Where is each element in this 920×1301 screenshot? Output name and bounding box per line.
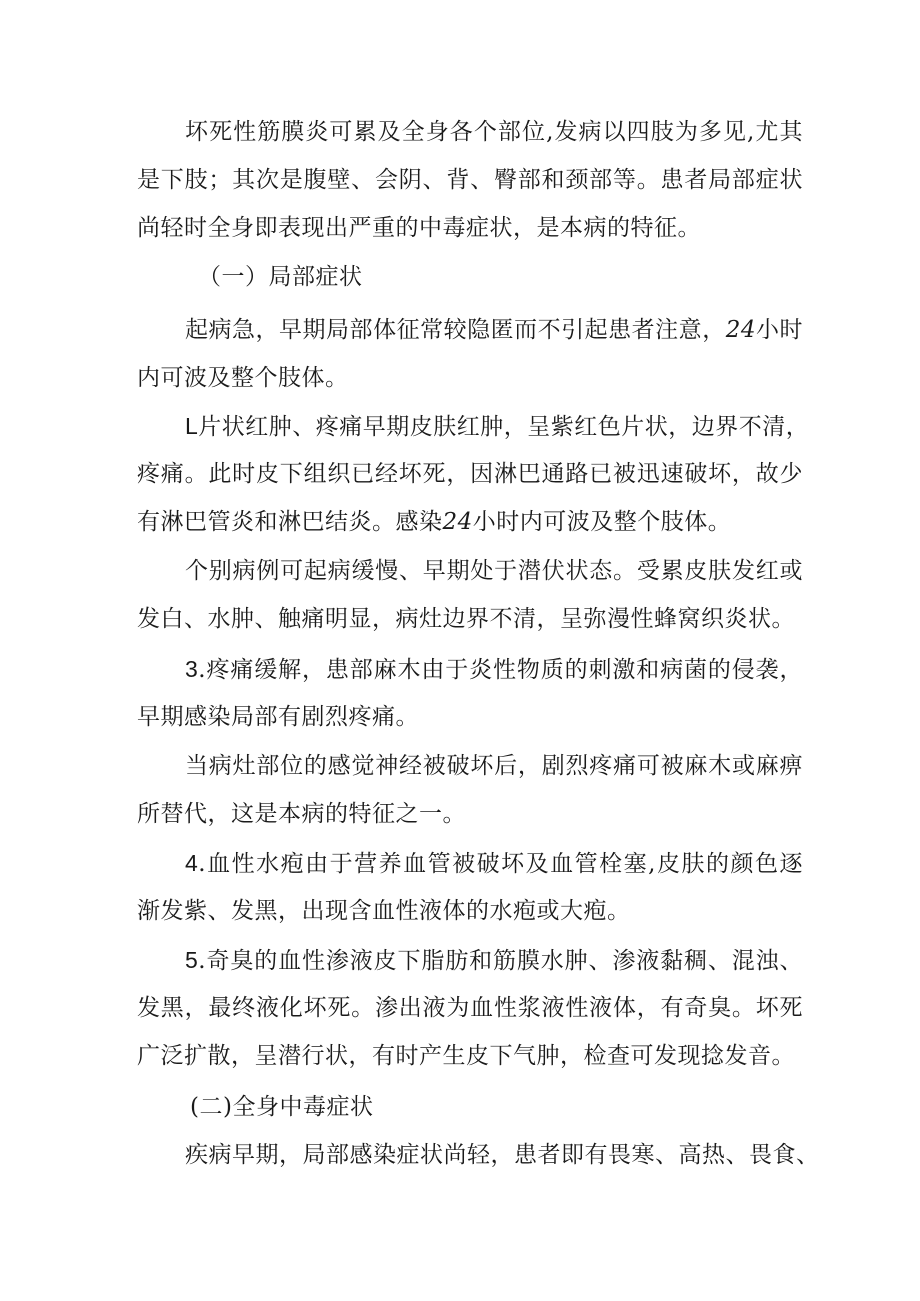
paragraph-line: 所替代，这是本病的特征之一。 (137, 801, 466, 827)
paragraph-line: 当病灶部位的感觉神经被破坏后，剧烈疼痛可被麻木或麻痹 (185, 753, 803, 779)
paragraph-line (185, 848, 803, 878)
list-marker: 3 (185, 656, 199, 682)
paragraph-text: .奇臭的血性渗液皮下脂肪和筋膜水肿、渗液黏稠、混浊、 (198, 948, 803, 974)
paragraph-text: 小时内可波及整个肢体。 (472, 509, 732, 535)
paragraph-line: 广泛扩散，呈潜行状，有时产生皮下气肿，检查可发现捻发音。 (137, 1043, 795, 1069)
paragraph-text: 起病急，早期局部体征常较隐匿而不引起患者注意， (185, 317, 726, 343)
paragraph-line: 渐发紫、发黑，出现含血性液体的水疱或大疱。 (137, 898, 631, 924)
number-text: 24 (442, 509, 473, 535)
paragraph-line (185, 315, 803, 345)
list-marker: L (185, 413, 199, 439)
paragraph-text: .疼痛缓解，患部麻木由于炎性物质的刺激和病菌的侵袭， (198, 657, 803, 683)
paragraph-line: 疾病早期，局部感染症状尚轻，患者即有畏寒、高热、畏食、 (185, 1142, 820, 1168)
paragraph-line: 是下肢；其次是腹壁、会阴、背、臀部和颈部等。患者局部症状 (137, 167, 803, 193)
paragraph-line: 内可波及整个肢体。 (137, 365, 349, 391)
paragraph-line (185, 411, 810, 441)
paragraph-line: 早期感染局部有剧烈疼痛。 (137, 704, 419, 730)
list-marker: 4 (185, 850, 199, 876)
paragraph-text: 有淋巴管炎和淋巴结炎。感染 (137, 509, 443, 535)
paragraph-text: 片状红肿、疼痛早期皮肤红肿，呈紫红色片状，边界不清， (198, 414, 810, 440)
paragraph-line: 坏死性筋膜炎可累及全身各个部位,发病以四肢为多见,尤其 (185, 119, 803, 145)
paragraph-line (137, 507, 803, 537)
paragraph-line (185, 654, 803, 684)
paragraph-line (185, 945, 803, 975)
section-heading: (二)全身中毒症状 (190, 1094, 374, 1120)
paragraph-line: 发黑，最终液化坏死。渗出液为血性浆液性液体，有奇臭。坏死 (137, 995, 803, 1021)
paragraph-line: 疼痛。此时皮下组织已经坏死，因淋巴通路已被迅速破坏，故少 (137, 461, 803, 487)
paragraph-line: 发白、水肿、触痛明显，病灶边界不清，呈弥漫性蜂窝织炎状。 (137, 606, 795, 632)
paragraph-text: .血性水疱由于营养血管被破坏及血管栓塞,皮肤的颜色逐 (198, 851, 803, 877)
section-heading: （一）局部症状 (198, 264, 363, 290)
list-marker: 5 (185, 947, 199, 973)
number-text: 24 (725, 317, 756, 343)
paragraph-line: 个别病例可起病缓慢、早期处于潜伏状态。受累皮肤发红或 (185, 558, 803, 584)
paragraph-text: 小时 (755, 317, 804, 343)
paragraph-line: 尚轻时全身即表现出严重的中毒症状，是本病的特征。 (137, 215, 701, 241)
